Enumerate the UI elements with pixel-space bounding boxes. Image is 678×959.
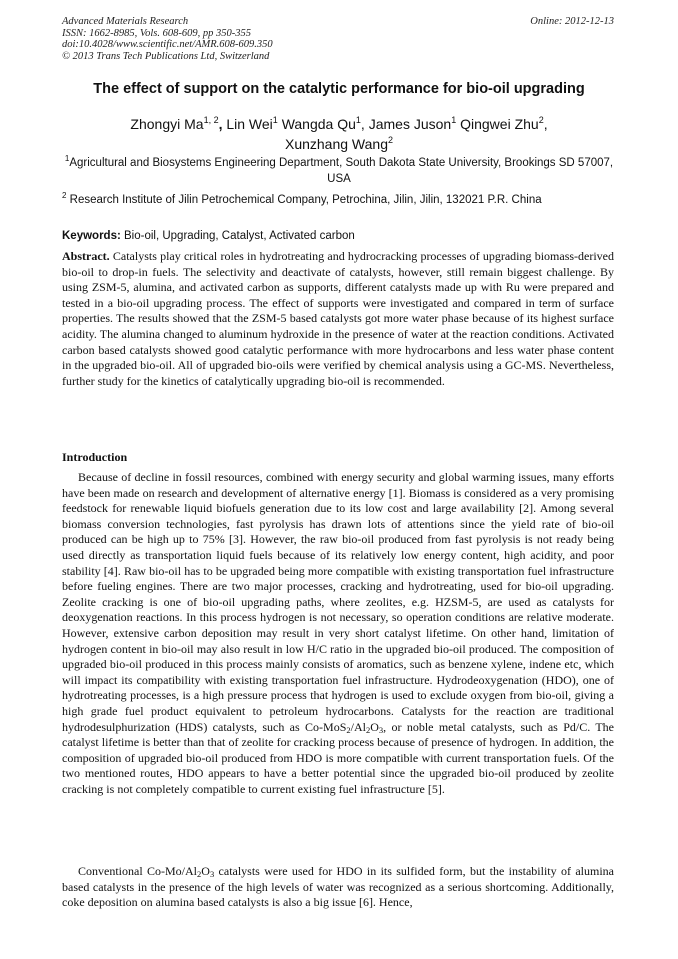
journal-info [62, 16, 273, 62]
author-list: Zhongyi Ma$^{1, 2}$, Lin Wei$^1$ Wangda Qu$^1$, James Juson$^1$ Qingwei Zhu$^2$, Xunzhang Wang$^2$ [130, 115, 548, 152]
author-name: Qingwei Zhu [460, 116, 539, 132]
affiliation-2 [62, 192, 616, 208]
paragraph-text: /Al [350, 719, 366, 734]
author-affiliation-mark: 2 [387, 135, 393, 145]
abstract-text: Catalysts play critical roles in hydrotreating and hydrocracking processes of upgrading biomass-derived bio-oil to drop-in fuels. The selectivity and deactivate of catalysts, however, still remain biggest challenge. By using ZSM-5, alumina, and activated carbon as supports, different catalysts made up with Ru were prepared and tested in a bio-oil upgrading process. The effect of supports were investigated and compared in term of surface properties. The results showed that the ZSM-5 based catalysts got more water phase because of its highest surface acidity. The alumina changed to aluminum hydroxide in the presence of water at the reaction conditions. Activated carbon based catalysts showed good catalytic performance with more hydrocarbons and less water phase content in the upgraded bio-oil. All of upgraded bio-oils were verified by chemical analysis using a GC-MS. Nevertheless, further study for the kinetics of catalytically upgrading bio-oil is recommended. [62, 249, 615, 388]
online-date: Online: 2012-12-13 [530, 16, 614, 27]
journal-issn: ISSN: 1662-8985, Vols. 608-609, pp 350-355 [62, 27, 251, 39]
journal-name: Advanced Materials Research [62, 16, 189, 27]
author-name: Wangda Qu [281, 116, 356, 132]
paper-title: The effect of support on the catalytic performance for bio-oil upgrading [93, 81, 585, 97]
paragraph-text: O [201, 864, 210, 878]
author-affiliation-mark: 2 [538, 115, 544, 125]
introduction-paragraph-2 [62, 864, 614, 911]
author-affiliation-mark: 1 [272, 115, 278, 125]
affiliation-text: Research Institute of Jilin Petrochemical Company, Petrochina, Jilin, Jilin, 132021 P.R. China [69, 194, 542, 206]
introduction-paragraph-1 [62, 470, 614, 797]
affiliation-1 [62, 155, 616, 187]
paragraph-text: catalysts were used for HDO in its sulfided form, but the instability of alumina based catalysts in the presence of the high levels of water was recognized as a serious shortcoming. Additionally, coke deposition on alumina based catalysts is also a big issue [6]. Hence, [62, 864, 614, 910]
abstract [62, 249, 614, 389]
keywords-label: Keywords: [62, 230, 121, 242]
author-name: Zhongyi Ma [130, 116, 204, 132]
affiliation-number: 1 [64, 154, 70, 163]
subscript: 2 [365, 724, 371, 735]
paragraph-text: , or noble metal catalysts, such as Pd/C. The catalyst lifetime is better than that of zeolite for cracking process because of presence of hydrogen. In addition, the composition of upgraded bio-oil produced from HDO is more compatible with current transportation fuels. Of the two mentioned routes, HDO appears to have a better potential since the upgraded bio-oil produced by zeolite cracking is not completely compatible to current existing fuel infrastructure [5]. [62, 719, 614, 796]
author-affiliation-mark: 1 [451, 115, 457, 125]
journal-copyright: © 2013 Trans Tech Publications Ltd, Switzerland [62, 50, 270, 62]
affiliation-number: 2 [62, 191, 67, 200]
keywords-text: Bio-oil, Upgrading, Catalyst, Activated carbon [124, 230, 355, 242]
author-name: Xunzhang Wang [284, 136, 388, 152]
paragraph-text: Conventional Co-Mo/Al [78, 864, 198, 878]
subscript: 3 [378, 724, 384, 735]
author-affiliation-mark: 1, 2 [203, 115, 219, 125]
author-name: James Juson [368, 116, 452, 132]
subscript: 3 [209, 869, 215, 879]
author-name: Lin Wei [226, 116, 273, 132]
paragraph-text: O [370, 719, 379, 734]
affiliation-text: Agricultural and Biosystems Engineering Department, South Dakota State University, Brookings SD 57007, USA [69, 157, 614, 185]
journal-doi: doi:10.4028/www.scientific.net/AMR.608-609.350 [62, 39, 273, 50]
paragraph-text: Because of decline in fossil resources, combined with energy security and global warming issues, many efforts have been made on research and development of alternative energy [1]. Biomass is considered as a very promising feedstock for renewable liquid biofuels generation due to its low cost and large availability [2]. Among several biomass conversion technologies, fast pyrolysis has drawn lots of attentions since the yield rate of bio-oil produced can be high up to 75% [3]. However, the raw bio-oil produced from fast pyrolysis is not ready being used directly as transportation liquid fuels because of its relatively low energy content, high acidity, and poor stability [4]. Raw bio-oil has to be upgraded being more compatible with existing transportation fuel infrastructure before fueling engines. There are two major processes, cracking and hydrotreating, used for bio-oil upgrading. Zeolite cracking is one of bio-oil upgrading paths, where zeolites, e.g. HZSM-5, are used as catalysts for deoxygenation reactions. In this process hydrogen is not necessary, so operation conditions are relative moderate. However, extensive carbon deposition may result in very short catalyst lifetime. On other hand, limitation of hydrogen content in bio-oil may also result in low H/C ratio in the upgraded bio-oil produced. The composition of upgraded bio-oil produced in this process mainly consists of aromatics, such as benzene xylene, indene etc, which will impact its compatibility with existing transportation fuel infrastructure. Hydrodeoxygenation (HDO), one of hydrotreating processes, is a high pressure process that hydrogen is used to exclude oxygen from bio-oil, giving a high grade fuel product equivalent to petroleum hydrocarbons. Catalysts for the reaction are traditional hydrodesulphurization (HDS) catalysts, such as Co-MoS [62, 470, 614, 734]
subscript: 2 [197, 869, 202, 879]
section-heading-introduction: Introduction [62, 450, 128, 464]
author-affiliation-mark: 1 [355, 115, 361, 125]
keywords [62, 230, 616, 242]
abstract-label: Abstract. [62, 249, 110, 263]
subscript: 2 [346, 724, 351, 735]
